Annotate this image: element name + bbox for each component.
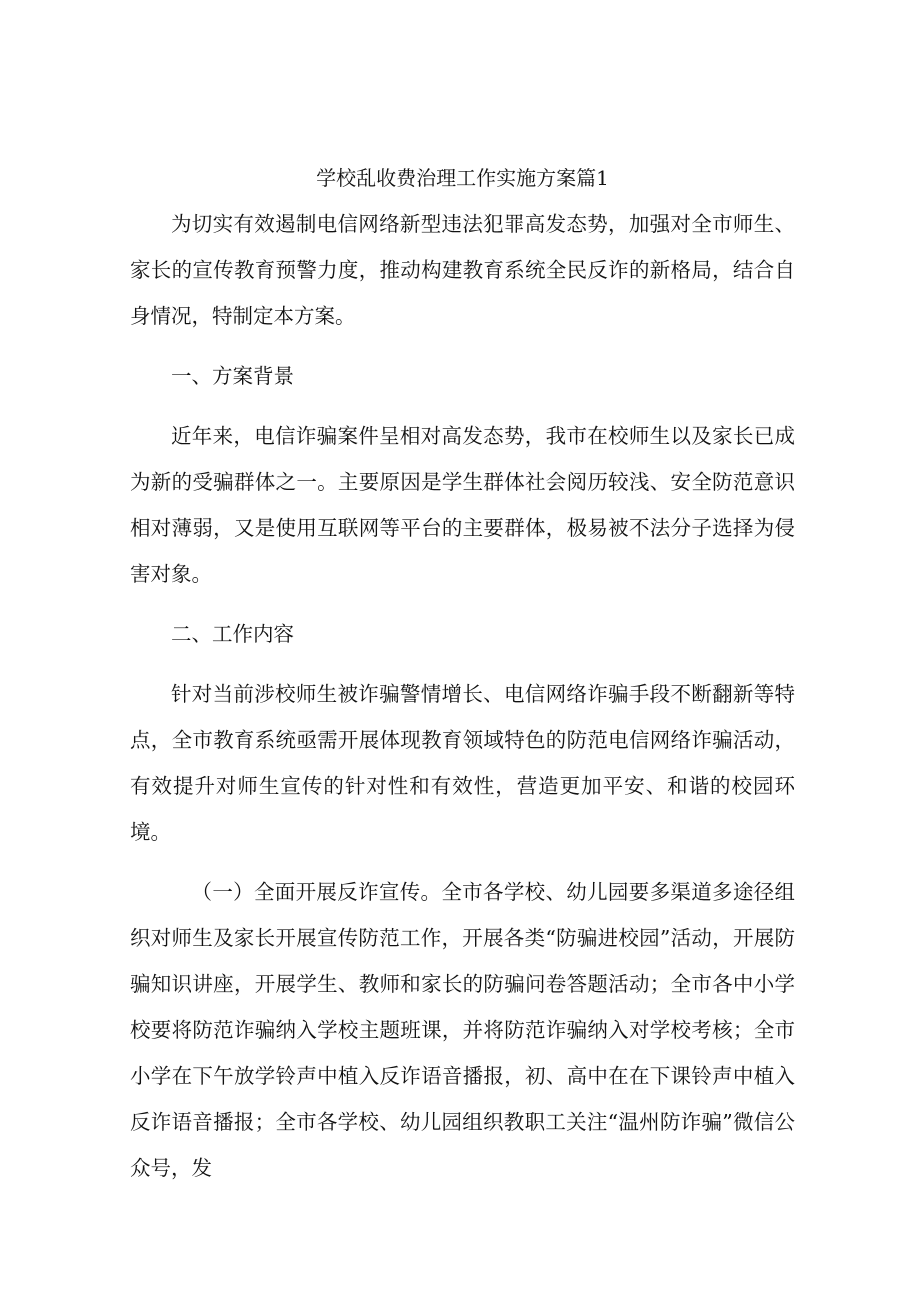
document-page <box>130 158 795 1205</box>
work-content-paragraph: 针对当前涉校师生被诈骗警情增长、电信网络诈骗手段不断翻新等特点，全市教育系统亟需开展体现教育领域特色的防范电信网络诈骗活动，有效提升对师生宣传的针对性和有效性，营造更加平安、和谐的校园环境。 <box>130 682 795 844</box>
section-heading-work-content: 二、工作内容 <box>171 622 294 646</box>
intro-paragraph: 为切实有效遏制电信网络新型违法犯罪高发态势，加强对全市师生、家长的宣传教育预警力度，推动构建教育系统全民反诈的新格局，结合自身情况，特制定本方案。 <box>130 212 795 328</box>
subsection-anti-fraud-paragraph: （一）全面开展反诈宣传。全市各学校、幼儿园要多渠道多途径组织对师生及家长开展宣传防范工作，开展各类“防骗进校园”活动，开展防骗知识讲座，开展学生、教师和家长的防骗问卷答题活动；全市各中小学校要将防范诈骗纳入学校主题班课，并将防范诈骗纳入对学校考核；全市小学在下午放学铃声中植入反诈语音播报，初、高中在在下课铃声中植入反诈语音播报；全市各学校、幼儿园组织教职工关注“温州防诈骗”微信公众号，发 <box>130 880 795 1180</box>
background-paragraph: 近年来，电信诈骗案件呈相对高发态势，我市在校师生以及家长已成为新的受骗群体之一。主要原因是学生群体社会阅历较浅、安全防范意识相对薄弱，又是使用互联网等平台的主要群体，极易被不法分子选择为侵害对象。 <box>130 424 795 586</box>
document-title: 学校乱收费治理工作实施方案篇1 <box>316 166 609 190</box>
section-heading-background: 一、方案背景 <box>171 364 294 388</box>
